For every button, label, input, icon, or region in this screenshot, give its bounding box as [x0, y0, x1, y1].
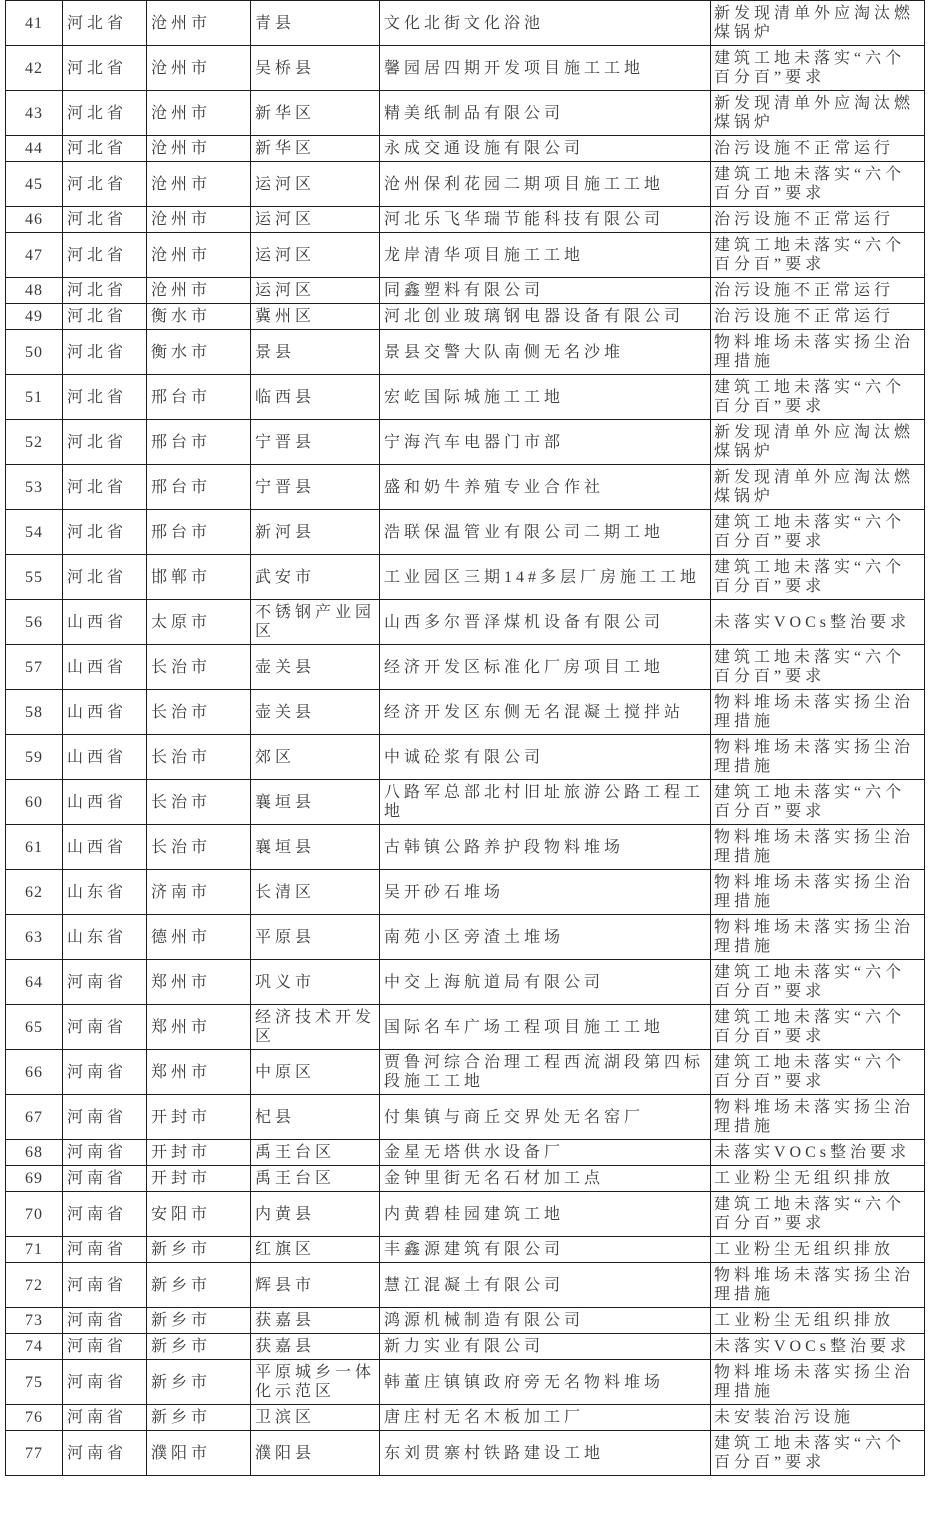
site-name-cell: 东刘贯寨村铁路建设工地 [380, 1431, 711, 1476]
province-cell: 河北省 [63, 510, 147, 555]
issue-cell: 建筑工地未落实“六个百分百”要求 [711, 233, 925, 278]
city-cell: 沧州市 [147, 46, 251, 91]
province-cell: 河南省 [63, 1360, 147, 1405]
issue-cell: 未落实VOCs整治要求 [711, 1140, 925, 1166]
violations-table-body [6, 1, 925, 1476]
site-name-cell: 同鑫塑料有限公司 [380, 278, 711, 304]
city-cell: 衡水市 [147, 330, 251, 375]
city-cell: 长治市 [147, 690, 251, 735]
district-cell: 宁晋县 [251, 420, 380, 465]
city-cell: 沧州市 [147, 233, 251, 278]
row-number-cell: 50 [6, 330, 63, 375]
city-cell: 新乡市 [147, 1405, 251, 1431]
issue-cell: 建筑工地未落实“六个百分百”要求 [711, 645, 925, 690]
row-number-cell: 60 [6, 780, 63, 825]
site-name-cell: 沧州保利花园二期项目施工工地 [380, 162, 711, 207]
site-name-cell: 丰鑫源建筑有限公司 [380, 1237, 711, 1263]
district-cell: 壶关县 [251, 645, 380, 690]
province-cell: 河北省 [63, 375, 147, 420]
district-cell: 不锈钢产业园区 [251, 600, 380, 645]
table-row [6, 645, 925, 690]
site-name-cell: 浩联保温管业有限公司二期工地 [380, 510, 711, 555]
issue-cell: 建筑工地未落实“六个百分百”要求 [711, 555, 925, 600]
province-cell: 河南省 [63, 1095, 147, 1140]
row-number-cell: 57 [6, 645, 63, 690]
province-cell: 河北省 [63, 46, 147, 91]
issue-cell: 工业粉尘无组织排放 [711, 1166, 925, 1192]
province-cell: 河北省 [63, 162, 147, 207]
row-number-cell: 44 [6, 136, 63, 162]
district-cell: 郊区 [251, 735, 380, 780]
province-cell: 河北省 [63, 278, 147, 304]
table-row [6, 162, 925, 207]
province-cell: 山西省 [63, 780, 147, 825]
table-row [6, 510, 925, 555]
row-number-cell: 53 [6, 465, 63, 510]
issue-cell: 未落实VOCs整治要求 [711, 600, 925, 645]
row-number-cell: 62 [6, 870, 63, 915]
province-cell: 河北省 [63, 207, 147, 233]
row-number-cell: 73 [6, 1308, 63, 1334]
site-name-cell: 龙岸清华项目施工工地 [380, 233, 711, 278]
issue-cell: 新发现清单外应淘汰燃煤锅炉 [711, 91, 925, 136]
row-number-cell: 63 [6, 915, 63, 960]
district-cell: 平原县 [251, 915, 380, 960]
site-name-cell: 鸿源机械制造有限公司 [380, 1308, 711, 1334]
site-name-cell: 南苑小区旁渣土堆场 [380, 915, 711, 960]
district-cell: 新华区 [251, 136, 380, 162]
table-row [6, 960, 925, 1005]
issue-cell: 建筑工地未落实“六个百分百”要求 [711, 960, 925, 1005]
row-number-cell: 49 [6, 304, 63, 330]
issue-cell: 建筑工地未落实“六个百分百”要求 [711, 162, 925, 207]
site-name-cell: 工业园区三期14#多层厂房施工工地 [380, 555, 711, 600]
site-name-cell: 河北创业玻璃钢电器设备有限公司 [380, 304, 711, 330]
province-cell: 河南省 [63, 1334, 147, 1360]
city-cell: 长治市 [147, 645, 251, 690]
issue-cell: 建筑工地未落实“六个百分百”要求 [711, 780, 925, 825]
row-number-cell: 76 [6, 1405, 63, 1431]
province-cell: 河南省 [63, 1166, 147, 1192]
district-cell: 红旗区 [251, 1237, 380, 1263]
city-cell: 新乡市 [147, 1360, 251, 1405]
table-row [6, 1, 925, 46]
site-name-cell: 国际名车广场工程项目施工工地 [380, 1005, 711, 1050]
province-cell: 河南省 [63, 1237, 147, 1263]
district-cell: 临西县 [251, 375, 380, 420]
table-row [6, 1431, 925, 1476]
province-cell: 山西省 [63, 645, 147, 690]
site-name-cell: 盛和奶牛养殖专业合作社 [380, 465, 711, 510]
site-name-cell: 馨园居四期开发项目施工工地 [380, 46, 711, 91]
table-row [6, 915, 925, 960]
city-cell: 德州市 [147, 915, 251, 960]
table-row [6, 330, 925, 375]
province-cell: 山西省 [63, 735, 147, 780]
issue-cell: 未安装治污设施 [711, 1405, 925, 1431]
district-cell: 襄垣县 [251, 780, 380, 825]
city-cell: 沧州市 [147, 136, 251, 162]
row-number-cell: 41 [6, 1, 63, 46]
city-cell: 邯郸市 [147, 555, 251, 600]
violations-table [5, 0, 925, 1476]
row-number-cell: 56 [6, 600, 63, 645]
table-row [6, 1334, 925, 1360]
row-number-cell: 42 [6, 46, 63, 91]
table-row [6, 1095, 925, 1140]
district-cell: 吴桥县 [251, 46, 380, 91]
issue-cell: 治污设施不正常运行 [711, 304, 925, 330]
city-cell: 邢台市 [147, 510, 251, 555]
table-row [6, 1237, 925, 1263]
city-cell: 邢台市 [147, 420, 251, 465]
issue-cell: 物料堆场未落实扬尘治理措施 [711, 1263, 925, 1308]
issue-cell: 物料堆场未落实扬尘治理措施 [711, 870, 925, 915]
issue-cell: 建筑工地未落实“六个百分百”要求 [711, 1050, 925, 1095]
district-cell: 运河区 [251, 278, 380, 304]
site-name-cell: 宏屹国际城施工工地 [380, 375, 711, 420]
issue-cell: 未落实VOCs整治要求 [711, 1334, 925, 1360]
city-cell: 长治市 [147, 735, 251, 780]
province-cell: 河南省 [63, 1405, 147, 1431]
province-cell: 河南省 [63, 1050, 147, 1095]
city-cell: 新乡市 [147, 1237, 251, 1263]
issue-cell: 治污设施不正常运行 [711, 136, 925, 162]
city-cell: 衡水市 [147, 304, 251, 330]
district-cell: 卫滨区 [251, 1405, 380, 1431]
site-name-cell: 内黄碧桂园建筑工地 [380, 1192, 711, 1237]
row-number-cell: 74 [6, 1334, 63, 1360]
row-number-cell: 68 [6, 1140, 63, 1166]
province-cell: 河南省 [63, 1263, 147, 1308]
row-number-cell: 45 [6, 162, 63, 207]
province-cell: 河南省 [63, 1431, 147, 1476]
district-cell: 濮阳县 [251, 1431, 380, 1476]
province-cell: 河南省 [63, 1005, 147, 1050]
province-cell: 河南省 [63, 1192, 147, 1237]
site-name-cell: 经济开发区标准化厂房项目工地 [380, 645, 711, 690]
city-cell: 长治市 [147, 825, 251, 870]
district-cell: 新河县 [251, 510, 380, 555]
site-name-cell: 金星无塔供水设备厂 [380, 1140, 711, 1166]
issue-cell: 物料堆场未落实扬尘治理措施 [711, 825, 925, 870]
issue-cell: 工业粉尘无组织排放 [711, 1308, 925, 1334]
city-cell: 开封市 [147, 1166, 251, 1192]
site-name-cell: 慧江混凝土有限公司 [380, 1263, 711, 1308]
row-number-cell: 52 [6, 420, 63, 465]
district-cell: 禹王台区 [251, 1140, 380, 1166]
table-row [6, 1050, 925, 1095]
table-row [6, 233, 925, 278]
issue-cell: 治污设施不正常运行 [711, 278, 925, 304]
row-number-cell: 61 [6, 825, 63, 870]
district-cell: 杞县 [251, 1095, 380, 1140]
row-number-cell: 67 [6, 1095, 63, 1140]
issue-cell: 物料堆场未落实扬尘治理措施 [711, 690, 925, 735]
table-row [6, 1405, 925, 1431]
issue-cell: 治污设施不正常运行 [711, 207, 925, 233]
district-cell: 获嘉县 [251, 1334, 380, 1360]
district-cell: 运河区 [251, 162, 380, 207]
city-cell: 濮阳市 [147, 1431, 251, 1476]
province-cell: 山西省 [63, 825, 147, 870]
site-name-cell: 山西多尔晋泽煤机设备有限公司 [380, 600, 711, 645]
district-cell: 禹王台区 [251, 1166, 380, 1192]
issue-cell: 工业粉尘无组织排放 [711, 1237, 925, 1263]
row-number-cell: 65 [6, 1005, 63, 1050]
province-cell: 山东省 [63, 915, 147, 960]
city-cell: 太原市 [147, 600, 251, 645]
row-number-cell: 75 [6, 1360, 63, 1405]
table-row [6, 1308, 925, 1334]
city-cell: 开封市 [147, 1140, 251, 1166]
province-cell: 山西省 [63, 600, 147, 645]
site-name-cell: 河北乐飞华瑞节能科技有限公司 [380, 207, 711, 233]
site-name-cell: 文化北街文化浴池 [380, 1, 711, 46]
issue-cell: 建筑工地未落实“六个百分百”要求 [711, 510, 925, 555]
table-row [6, 1005, 925, 1050]
row-number-cell: 58 [6, 690, 63, 735]
province-cell: 河北省 [63, 233, 147, 278]
table-row [6, 375, 925, 420]
table-row [6, 1140, 925, 1166]
province-cell: 河北省 [63, 304, 147, 330]
site-name-cell: 金钟里街无名石材加工点 [380, 1166, 711, 1192]
district-cell: 襄垣县 [251, 825, 380, 870]
city-cell: 沧州市 [147, 162, 251, 207]
district-cell: 平原城乡一体化示范区 [251, 1360, 380, 1405]
row-number-cell: 71 [6, 1237, 63, 1263]
district-cell: 长清区 [251, 870, 380, 915]
city-cell: 邢台市 [147, 465, 251, 510]
table-row [6, 870, 925, 915]
table-row [6, 207, 925, 233]
issue-cell: 物料堆场未落实扬尘治理措施 [711, 330, 925, 375]
site-name-cell: 新力实业有限公司 [380, 1334, 711, 1360]
site-name-cell: 古韩镇公路养护段物料堆场 [380, 825, 711, 870]
province-cell: 河北省 [63, 330, 147, 375]
city-cell: 邢台市 [147, 375, 251, 420]
city-cell: 安阳市 [147, 1192, 251, 1237]
issue-cell: 建筑工地未落实“六个百分百”要求 [711, 46, 925, 91]
issue-cell: 物料堆场未落实扬尘治理措施 [711, 1360, 925, 1405]
district-cell: 景县 [251, 330, 380, 375]
province-cell: 河南省 [63, 1140, 147, 1166]
province-cell: 河北省 [63, 555, 147, 600]
site-name-cell: 贾鲁河综合治理工程西流湖段第四标段施工工地 [380, 1050, 711, 1095]
province-cell: 河南省 [63, 960, 147, 1005]
province-cell: 河南省 [63, 1308, 147, 1334]
district-cell: 巩义市 [251, 960, 380, 1005]
table-row [6, 600, 925, 645]
city-cell: 郑州市 [147, 1050, 251, 1095]
row-number-cell: 64 [6, 960, 63, 1005]
table-row [6, 420, 925, 465]
table-row [6, 1192, 925, 1237]
row-number-cell: 77 [6, 1431, 63, 1476]
issue-cell: 建筑工地未落实“六个百分百”要求 [711, 1431, 925, 1476]
city-cell: 新乡市 [147, 1263, 251, 1308]
province-cell: 山西省 [63, 690, 147, 735]
row-number-cell: 66 [6, 1050, 63, 1095]
district-cell: 获嘉县 [251, 1308, 380, 1334]
issue-cell: 物料堆场未落实扬尘治理措施 [711, 915, 925, 960]
province-cell: 河北省 [63, 136, 147, 162]
site-name-cell: 中交上海航道局有限公司 [380, 960, 711, 1005]
district-cell: 中原区 [251, 1050, 380, 1095]
row-number-cell: 54 [6, 510, 63, 555]
site-name-cell: 经济开发区东侧无名混凝土搅拌站 [380, 690, 711, 735]
row-number-cell: 43 [6, 91, 63, 136]
city-cell: 沧州市 [147, 1, 251, 46]
table-row [6, 46, 925, 91]
table-row [6, 136, 925, 162]
site-name-cell: 景县交警大队南侧无名沙堆 [380, 330, 711, 375]
city-cell: 长治市 [147, 780, 251, 825]
table-row [6, 278, 925, 304]
issue-cell: 物料堆场未落实扬尘治理措施 [711, 735, 925, 780]
site-name-cell: 吴开砂石堆场 [380, 870, 711, 915]
district-cell: 青县 [251, 1, 380, 46]
city-cell: 开封市 [147, 1095, 251, 1140]
issue-cell: 新发现清单外应淘汰燃煤锅炉 [711, 1, 925, 46]
district-cell: 内黄县 [251, 1192, 380, 1237]
table-row [6, 1360, 925, 1405]
district-cell: 宁晋县 [251, 465, 380, 510]
city-cell: 新乡市 [147, 1334, 251, 1360]
city-cell: 郑州市 [147, 960, 251, 1005]
district-cell: 冀州区 [251, 304, 380, 330]
row-number-cell: 48 [6, 278, 63, 304]
province-cell: 河北省 [63, 420, 147, 465]
district-cell: 辉县市 [251, 1263, 380, 1308]
row-number-cell: 69 [6, 1166, 63, 1192]
city-cell: 新乡市 [147, 1308, 251, 1334]
table-row [6, 780, 925, 825]
table-row [6, 91, 925, 136]
table-row [6, 555, 925, 600]
district-cell: 武安市 [251, 555, 380, 600]
table-row [6, 825, 925, 870]
issue-cell: 建筑工地未落实“六个百分百”要求 [711, 375, 925, 420]
city-cell: 沧州市 [147, 278, 251, 304]
row-number-cell: 72 [6, 1263, 63, 1308]
district-cell: 壶关县 [251, 690, 380, 735]
site-name-cell: 韩董庄镇镇政府旁无名物料堆场 [380, 1360, 711, 1405]
district-cell: 运河区 [251, 233, 380, 278]
table-row [6, 304, 925, 330]
row-number-cell: 55 [6, 555, 63, 600]
table-row [6, 1263, 925, 1308]
row-number-cell: 47 [6, 233, 63, 278]
site-name-cell: 宁海汽车电器门市部 [380, 420, 711, 465]
district-cell: 运河区 [251, 207, 380, 233]
site-name-cell: 精美纸制品有限公司 [380, 91, 711, 136]
row-number-cell: 51 [6, 375, 63, 420]
district-cell: 经济技术开发区 [251, 1005, 380, 1050]
city-cell: 郑州市 [147, 1005, 251, 1050]
table-row [6, 465, 925, 510]
province-cell: 河北省 [63, 1, 147, 46]
table-row [6, 735, 925, 780]
site-name-cell: 唐庄村无名木板加工厂 [380, 1405, 711, 1431]
row-number-cell: 70 [6, 1192, 63, 1237]
table-row [6, 690, 925, 735]
province-cell: 河北省 [63, 91, 147, 136]
issue-cell: 建筑工地未落实“六个百分百”要求 [711, 1005, 925, 1050]
site-name-cell: 付集镇与商丘交界处无名窑厂 [380, 1095, 711, 1140]
province-cell: 河北省 [63, 465, 147, 510]
city-cell: 沧州市 [147, 207, 251, 233]
table-row [6, 1166, 925, 1192]
issue-cell: 建筑工地未落实“六个百分百”要求 [711, 1192, 925, 1237]
row-number-cell: 59 [6, 735, 63, 780]
row-number-cell: 46 [6, 207, 63, 233]
site-name-cell: 永成交通设施有限公司 [380, 136, 711, 162]
site-name-cell: 八路军总部北村旧址旅游公路工程工地 [380, 780, 711, 825]
issue-cell: 新发现清单外应淘汰燃煤锅炉 [711, 465, 925, 510]
city-cell: 济南市 [147, 870, 251, 915]
issue-cell: 新发现清单外应淘汰燃煤锅炉 [711, 420, 925, 465]
issue-cell: 物料堆场未落实扬尘治理措施 [711, 1095, 925, 1140]
district-cell: 新华区 [251, 91, 380, 136]
city-cell: 沧州市 [147, 91, 251, 136]
site-name-cell: 中诚砼浆有限公司 [380, 735, 711, 780]
province-cell: 山东省 [63, 870, 147, 915]
